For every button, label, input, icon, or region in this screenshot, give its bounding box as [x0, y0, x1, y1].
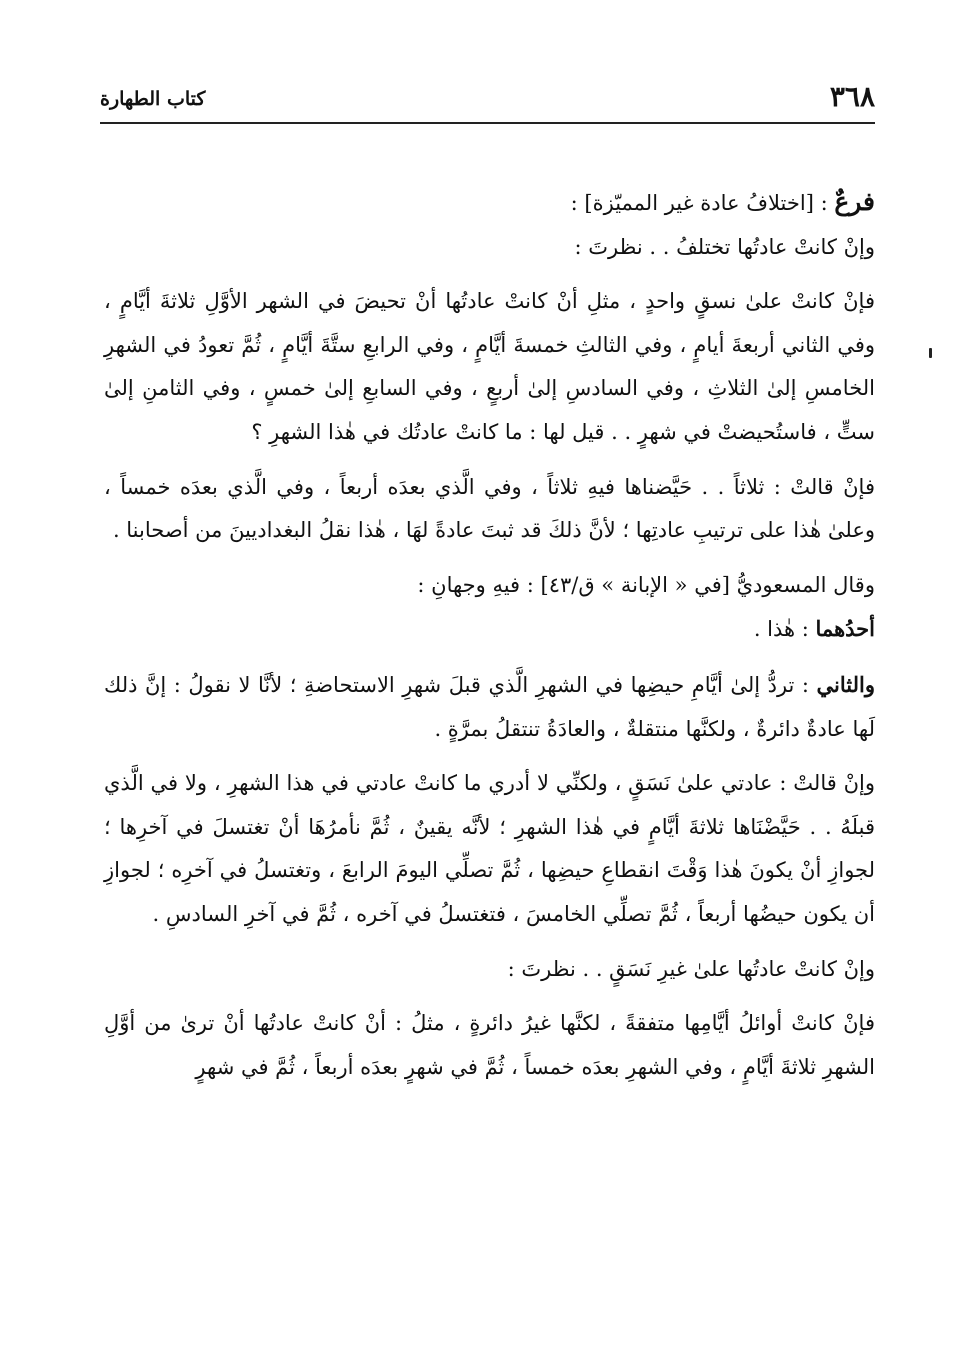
margin-mark [929, 348, 932, 358]
section-label: فرعٌ [834, 187, 875, 216]
page-number: ٣٦٨ [829, 80, 875, 113]
paragraph-text: وإنْ كانتْ عادتُها تختلفُ . . نظرتَ : [574, 234, 875, 259]
paragraph-text: فإنْ كانتْ أوائلُ أيَّامِها متفقةً ، لكنَّها غيرُ دائرةٍ ، مثلُ : أنْ كانتْ عادتُها أنْ ترىٰ من أوَّلِ الشهرِ ثلاثةَ أيَّامٍ ، وفي الشهرِ بعدَه خمساً ، ثُمَّ في شهرٍ بعدَه أربعاً ، ثُمَّ في شهرٍ [104, 1011, 875, 1079]
paragraph-text: وقال المسعوديُّ [في « الإبانة » ق/٤٣] : فيهِ وجهانِ : [417, 572, 875, 597]
body-text [104, 180, 875, 1089]
paragraph [104, 1002, 875, 1089]
paragraph-first-view [104, 607, 875, 652]
page-header [100, 80, 875, 124]
paragraph-second-view [104, 663, 875, 751]
paragraph-text: وإنْ قالتْ : عادتي علىٰ نَسَقٍ ، ولكنِّي لا أدري ما كانتْ عادتي في هذا الشهرِ ، ولا في الَّذي قبلَهُ . . حَيَّضْنَاها ثلاثةَ أيَّامٍ في هٰذا الشهرِ ؛ لأنَّه يقينٌ ، ثُمَّ نأمرُهَا أنْ تغتسلَ في آخرِها ؛ لجوازِ أنْ يكونَ هٰذا وَقْتَ انقطاعِ حيضِها ، ثُمَّ تصلِّي اليومَ الرابعَ ، وتغتسلُ في آخرِه ؛ لجوازِ أن يكون حيضُها أربعاً ، ثُمَّ تصلِّي الخامسَ ، فتغتسلُ في آخره ، ثُمَّ في آخرِ السادسِ . [104, 771, 876, 926]
paragraph [104, 466, 875, 553]
paragraph-lead: أحدُهما [815, 616, 875, 642]
paragraph [104, 226, 875, 270]
paragraph-text: فإنْ قالتْ : ثلاثاً . . حَيَّضناها فيهِ ثلاثاً ، وفي الَّذي بعدَه أربعاً ، وفي الَّذي بعدَه خمساً ، وعلىٰ هٰذا على ترتيبِ عادتِها ؛ لأنَّ ذلكَ قد ثبتَ عادةً لهَا ، هٰذا نقلُ البغداديينَ من أصحابنا . [104, 474, 875, 543]
paragraph-text: : تردُّ إلىٰ أيَّامِ حيضِها في الشهرِ الَّذي قبلَ شهرِ الاستحاضةِ ؛ لأنَّا لا نقولُ : إنَّ ذلك لَها عادةٌ دائرةٌ ، ولكنَّها منتقلةٌ ، والعادَةُ تنتقلُ بمرَّةٍ . [104, 672, 875, 741]
paragraph-text: : [اختلافُ عادة غير المميّزة] : [570, 191, 835, 215]
paragraph [104, 948, 875, 992]
paragraph-text: وإنْ كانتْ عادتُها علىٰ غيرِ نَسَقٍ . . نظرتَ : [507, 956, 875, 981]
paragraph-text: فإنْ كانتْ علىٰ نسقٍ واحدٍ ، مثلِ أنْ كانتْ عادتُها أنْ تحيضَ في الشهر الأوَّلِ ثلاثةَ أيَّامٍ ، وفي الثاني أربعةَ أيامٍ ، وفي الثالثِ خمسةَ أيَّامٍ ، وفي الرابعِ ستَّةَ أيَّامٍ ، ثُمَّ تعودُ في الشهرِ الخامسِ إلىٰ الثلاثِ ، وفي السادسِ إلىٰ أربعٍ ، وفي السابعِ إلىٰ خمسٍ ، وفي الثامنِ إلىٰ ستٍّ ، فاستُحيضتْ في شهرٍ . . قيل لها : ما كانتْ عادتُك في هٰذا الشهرِ ؟ [104, 289, 875, 444]
paragraph-lead: والثاني [816, 671, 875, 697]
paragraph [104, 564, 875, 608]
paragraph [104, 280, 875, 454]
running-title: كتاب الطهارة [100, 88, 206, 110]
paragraph-far-heading [104, 180, 875, 226]
paragraph-text: : هٰذا . [753, 617, 816, 642]
paragraph [104, 762, 875, 936]
